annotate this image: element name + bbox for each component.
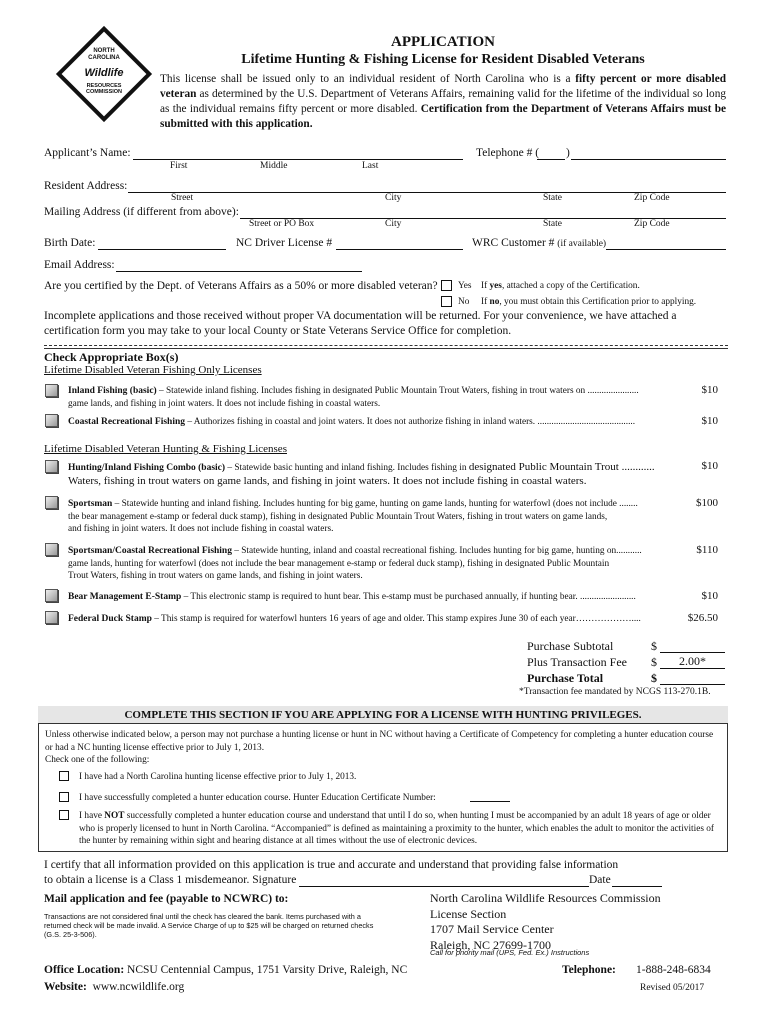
va-no-label: No xyxy=(458,297,470,307)
hunting-opt2-checkbox[interactable] xyxy=(59,792,69,802)
nc-driver-license-field[interactable] xyxy=(336,236,463,250)
signature-field[interactable] xyxy=(299,873,589,887)
hunter-ed-certificate-field[interactable] xyxy=(470,791,510,802)
city-caption-2: City xyxy=(385,219,402,229)
sportsman-coastal-option: Sportsman/Coastal Recreational Fishing – Statewide hunting, inland and coastal recreational fishing. Includes hunting for big game, hunting on........... game lands, hunting for waterfowl (does not include the bear management e-stamp or federal duck stamp), fishing in designated Public Mountain Trout Waters, fishing in trout waters on game lands, and fishing in joint waters. xyxy=(68,546,642,581)
fee-label: Plus Transaction Fee xyxy=(527,655,628,669)
street-po-caption: Street or PO Box xyxy=(249,219,315,229)
hunting-opt1-checkbox[interactable] xyxy=(59,771,69,781)
inland-fishing-option: Inland Fishing (basic) – Statewide inland fishing. Includes fishing in designated Public Mountain Trout Waters, fishing in trout waters on ...................... game lands, and fishing in joint waters. It does not include fishing in coastal waters. xyxy=(68,386,639,409)
website-link[interactable]: www.ncwildlife.org xyxy=(92,981,185,993)
sportsman-price: $100 xyxy=(696,497,718,509)
coastal-fishing-checkbox[interactable] xyxy=(45,414,58,427)
revised-date: Revised 05/2017 xyxy=(640,983,705,993)
nc-driver-license-label: NC Driver License # xyxy=(236,237,333,249)
returned-check-note: Transactions are not considered final until the check has cleared the bank. Items purchased with a returned check will be made invalid. A Service Charge of up to $25 will be charged on returned checks (G.S. 25-3-506). xyxy=(44,912,374,939)
hunting-opt3-checkbox[interactable] xyxy=(59,810,69,820)
inland-fishing-price: $10 xyxy=(701,384,718,396)
va-no-note: If no, you must obtain this Certification prior to applying. xyxy=(481,297,697,307)
sportsman-option: Sportsman – Statewide hunting and inland fishing. Includes hunting for big game, hunting on game lands, hunting for waterfowl (does not include ........ the bear management e-stamp or federal duck stamp), fishing in designated Public Mountain Trout Waters, fishing in trout waters on game lands, and fishing in joint waters. It does not include fishing in coastal waters. xyxy=(68,499,638,534)
last-name-caption: Last xyxy=(362,161,379,171)
check-boxes-heading: Check Appropriate Box(s) xyxy=(44,350,179,364)
resident-address-label: Resident Address: xyxy=(44,180,128,192)
mailing-address: North Carolina Wildlife Resources Commission License Section 1707 Mail Service Center Raleigh, NC 27699-1700 xyxy=(430,891,661,952)
ncwrc-logo: NORTH CAROLINA Wildlife RESOURCES COMMISSION xyxy=(60,30,148,118)
bear-stamp-price: $10 xyxy=(701,590,718,602)
applicant-name-field[interactable] xyxy=(133,146,463,160)
date-field[interactable] xyxy=(612,873,662,887)
applicant-name-label: Applicant’s Name: xyxy=(44,147,131,159)
bear-stamp-option: Bear Management E-Stamp – This electronic stamp is required to hunt bear. This e-stamp must be purchased annually, if hunting bear. ........................ xyxy=(68,592,636,602)
certify-line-2: to obtain a license is a Class 1 misdemeanor. Signature xyxy=(44,874,297,886)
duck-stamp-price: $26.50 xyxy=(687,612,718,624)
total-label: Purchase Total xyxy=(527,671,604,685)
telephone-area-code-field[interactable] xyxy=(537,146,565,160)
inland-fishing-checkbox[interactable] xyxy=(45,384,58,397)
zip-caption-2: Zip Code xyxy=(634,219,670,229)
telephone-label: Telephone # ( xyxy=(476,147,540,159)
telephone-field[interactable] xyxy=(571,146,726,160)
total-dollar: $ xyxy=(651,671,657,685)
birth-date-label: Birth Date: xyxy=(44,237,96,249)
office-location: Office Location: NCSU Centennial Campus, 1751 Varsity Drive, Raleigh, NC xyxy=(44,964,408,976)
hunting-section-header: COMPLETE THIS SECTION IF YOU ARE APPLYING FOR A LICENSE WITH HUNTING PRIVILEGES. xyxy=(38,706,728,724)
street-caption: Street xyxy=(171,193,194,203)
check-one-label: Check one of the following: xyxy=(45,755,150,765)
section-divider-solid xyxy=(44,348,728,349)
wrc-customer-field[interactable] xyxy=(606,236,726,250)
duck-stamp-option: Federal Duck Stamp – This stamp is required for waterfowl hunters 16 years of age and older. This stamp expires June 30 of each year……………….... xyxy=(68,614,641,624)
va-yes-checkbox[interactable] xyxy=(441,280,452,291)
hunting-opt1-label: I have had a North Carolina hunting license effective prior to July 1, 2013. xyxy=(79,772,357,782)
certify-line-1: I certify that all information provided on this application is true and accurate and understand that providing false information xyxy=(44,859,619,871)
city-caption: City xyxy=(385,193,402,203)
telephone-footer-label: Telephone: xyxy=(562,964,616,976)
total-field[interactable] xyxy=(660,670,725,685)
fishing-only-heading: Lifetime Disabled Veteran Fishing Only Licenses xyxy=(44,364,262,376)
coastal-fishing-price: $10 xyxy=(701,415,718,427)
va-certified-question: Are you certified by the Dept. of Veterans Affairs as a 50% or more disabled veteran? xyxy=(44,280,438,292)
fee-amount: 2.00* xyxy=(660,654,725,669)
state-caption-2: State xyxy=(543,219,562,229)
page-subtitle: Lifetime Hunting & Fishing License for Resident Disabled Veterans xyxy=(241,52,645,67)
email-label: Email Address: xyxy=(44,259,115,271)
hunting-opt2-label: I have successfully completed a hunter education course. Hunter Education Certificate Number: xyxy=(79,793,436,803)
subtotal-field[interactable] xyxy=(660,638,725,653)
sportsman-coastal-checkbox[interactable] xyxy=(45,543,58,556)
subtotal-dollar: $ xyxy=(651,639,657,653)
combo-option: Hunting/Inland Fishing Combo (basic) – Statewide basic hunting and inland fishing. Includes fishing in designated Public Mountain Trout ............ Waters, fishing in trout waters on game lands, and fishing in joint waters. It does not include fishing in coastal waters. xyxy=(68,461,655,487)
intro-text: This license shall be issued only to an individual resident of North Carolina who is a fifty percent or more disabled veteran as determined by the U.S. Department of Veterans Affairs, remaining valid for the lifetime of the individual so long as the individual remains fifty percent or more disabled. Certification from the Department of Veterans Affairs must be submitted with this application. xyxy=(160,73,726,130)
coastal-fishing-option: Coastal Recreational Fishing – Authorizes fishing in coastal and joint waters. It does not authorize fishing in inland waters. .......................................... xyxy=(68,417,636,427)
combo-price: $10 xyxy=(701,460,718,472)
combo-checkbox[interactable] xyxy=(45,460,58,473)
first-name-caption: First xyxy=(170,161,188,171)
mailing-address-field[interactable] xyxy=(240,205,726,219)
sportsman-coastal-price: $110 xyxy=(696,544,718,556)
email-field[interactable] xyxy=(116,258,362,272)
va-yes-note: If yes, attached a copy of the Certification. xyxy=(481,281,640,291)
mail-application-heading: Mail application and fee (payable to NCWRC) to: xyxy=(44,893,289,905)
sportsman-checkbox[interactable] xyxy=(45,496,58,509)
va-no-checkbox[interactable] xyxy=(441,296,452,307)
resident-address-field[interactable] xyxy=(128,179,726,193)
state-caption: State xyxy=(543,193,562,203)
bear-stamp-checkbox[interactable] xyxy=(45,589,58,602)
subtotal-label: Purchase Subtotal xyxy=(527,639,614,653)
middle-name-caption: Middle xyxy=(260,161,288,171)
wrc-customer-label: WRC Customer # (if available) xyxy=(472,237,607,249)
website: Website: www.ncwildlife.org xyxy=(44,981,185,993)
telephone-footer-number: 1-888-248-6834 xyxy=(636,964,711,976)
hunting-fishing-heading: Lifetime Disabled Veteran Hunting & Fishing Licenses xyxy=(44,443,287,455)
zip-caption: Zip Code xyxy=(634,193,670,203)
mailing-address-label: Mailing Address (if different from above): xyxy=(44,206,239,218)
section-divider xyxy=(44,345,728,346)
priority-mail-note: Call for priority mail (UPS, Fed. Ex.) Instructions xyxy=(430,948,590,957)
hunting-opt3-label: I have NOT successfully completed a hunter education course and understand that until I do so, when hunting I must be accompanied by an adult 18 years of age or older who is properly licensed to hunt in North Carolina. “Accompanied” is defined as maintaining a proximity to the hunter, which enables the adult to monitor the activities of the hunter by remaining within sight and hearing distance at all times without the use of electronic devices. xyxy=(79,811,715,846)
incomplete-applications-notice: Incomplete applications and those received without proper VA documentation will be returned. For your convenience, we have attached a certification form you may take to your local County or State Veterans Service Office for completion. xyxy=(44,310,677,337)
va-yes-label: Yes xyxy=(458,281,472,291)
telephone-paren-close: ) xyxy=(566,147,570,159)
duck-stamp-checkbox[interactable] xyxy=(45,611,58,624)
fee-footnote: *Transaction fee mandated by NCGS 113-270.1B. xyxy=(519,687,711,697)
hunting-section-intro: Unless otherwise indicated below, a person may not purchase a hunting license or hunt in NC without having a Certificate of Competency for completing a hunter education course or had a NC hunting license effective prior to July 1, 2013. xyxy=(45,730,714,753)
date-label: Date xyxy=(589,874,611,886)
page-title: APPLICATION xyxy=(391,34,495,50)
fee-dollar: $ xyxy=(651,655,657,669)
birth-date-field[interactable] xyxy=(98,236,226,250)
